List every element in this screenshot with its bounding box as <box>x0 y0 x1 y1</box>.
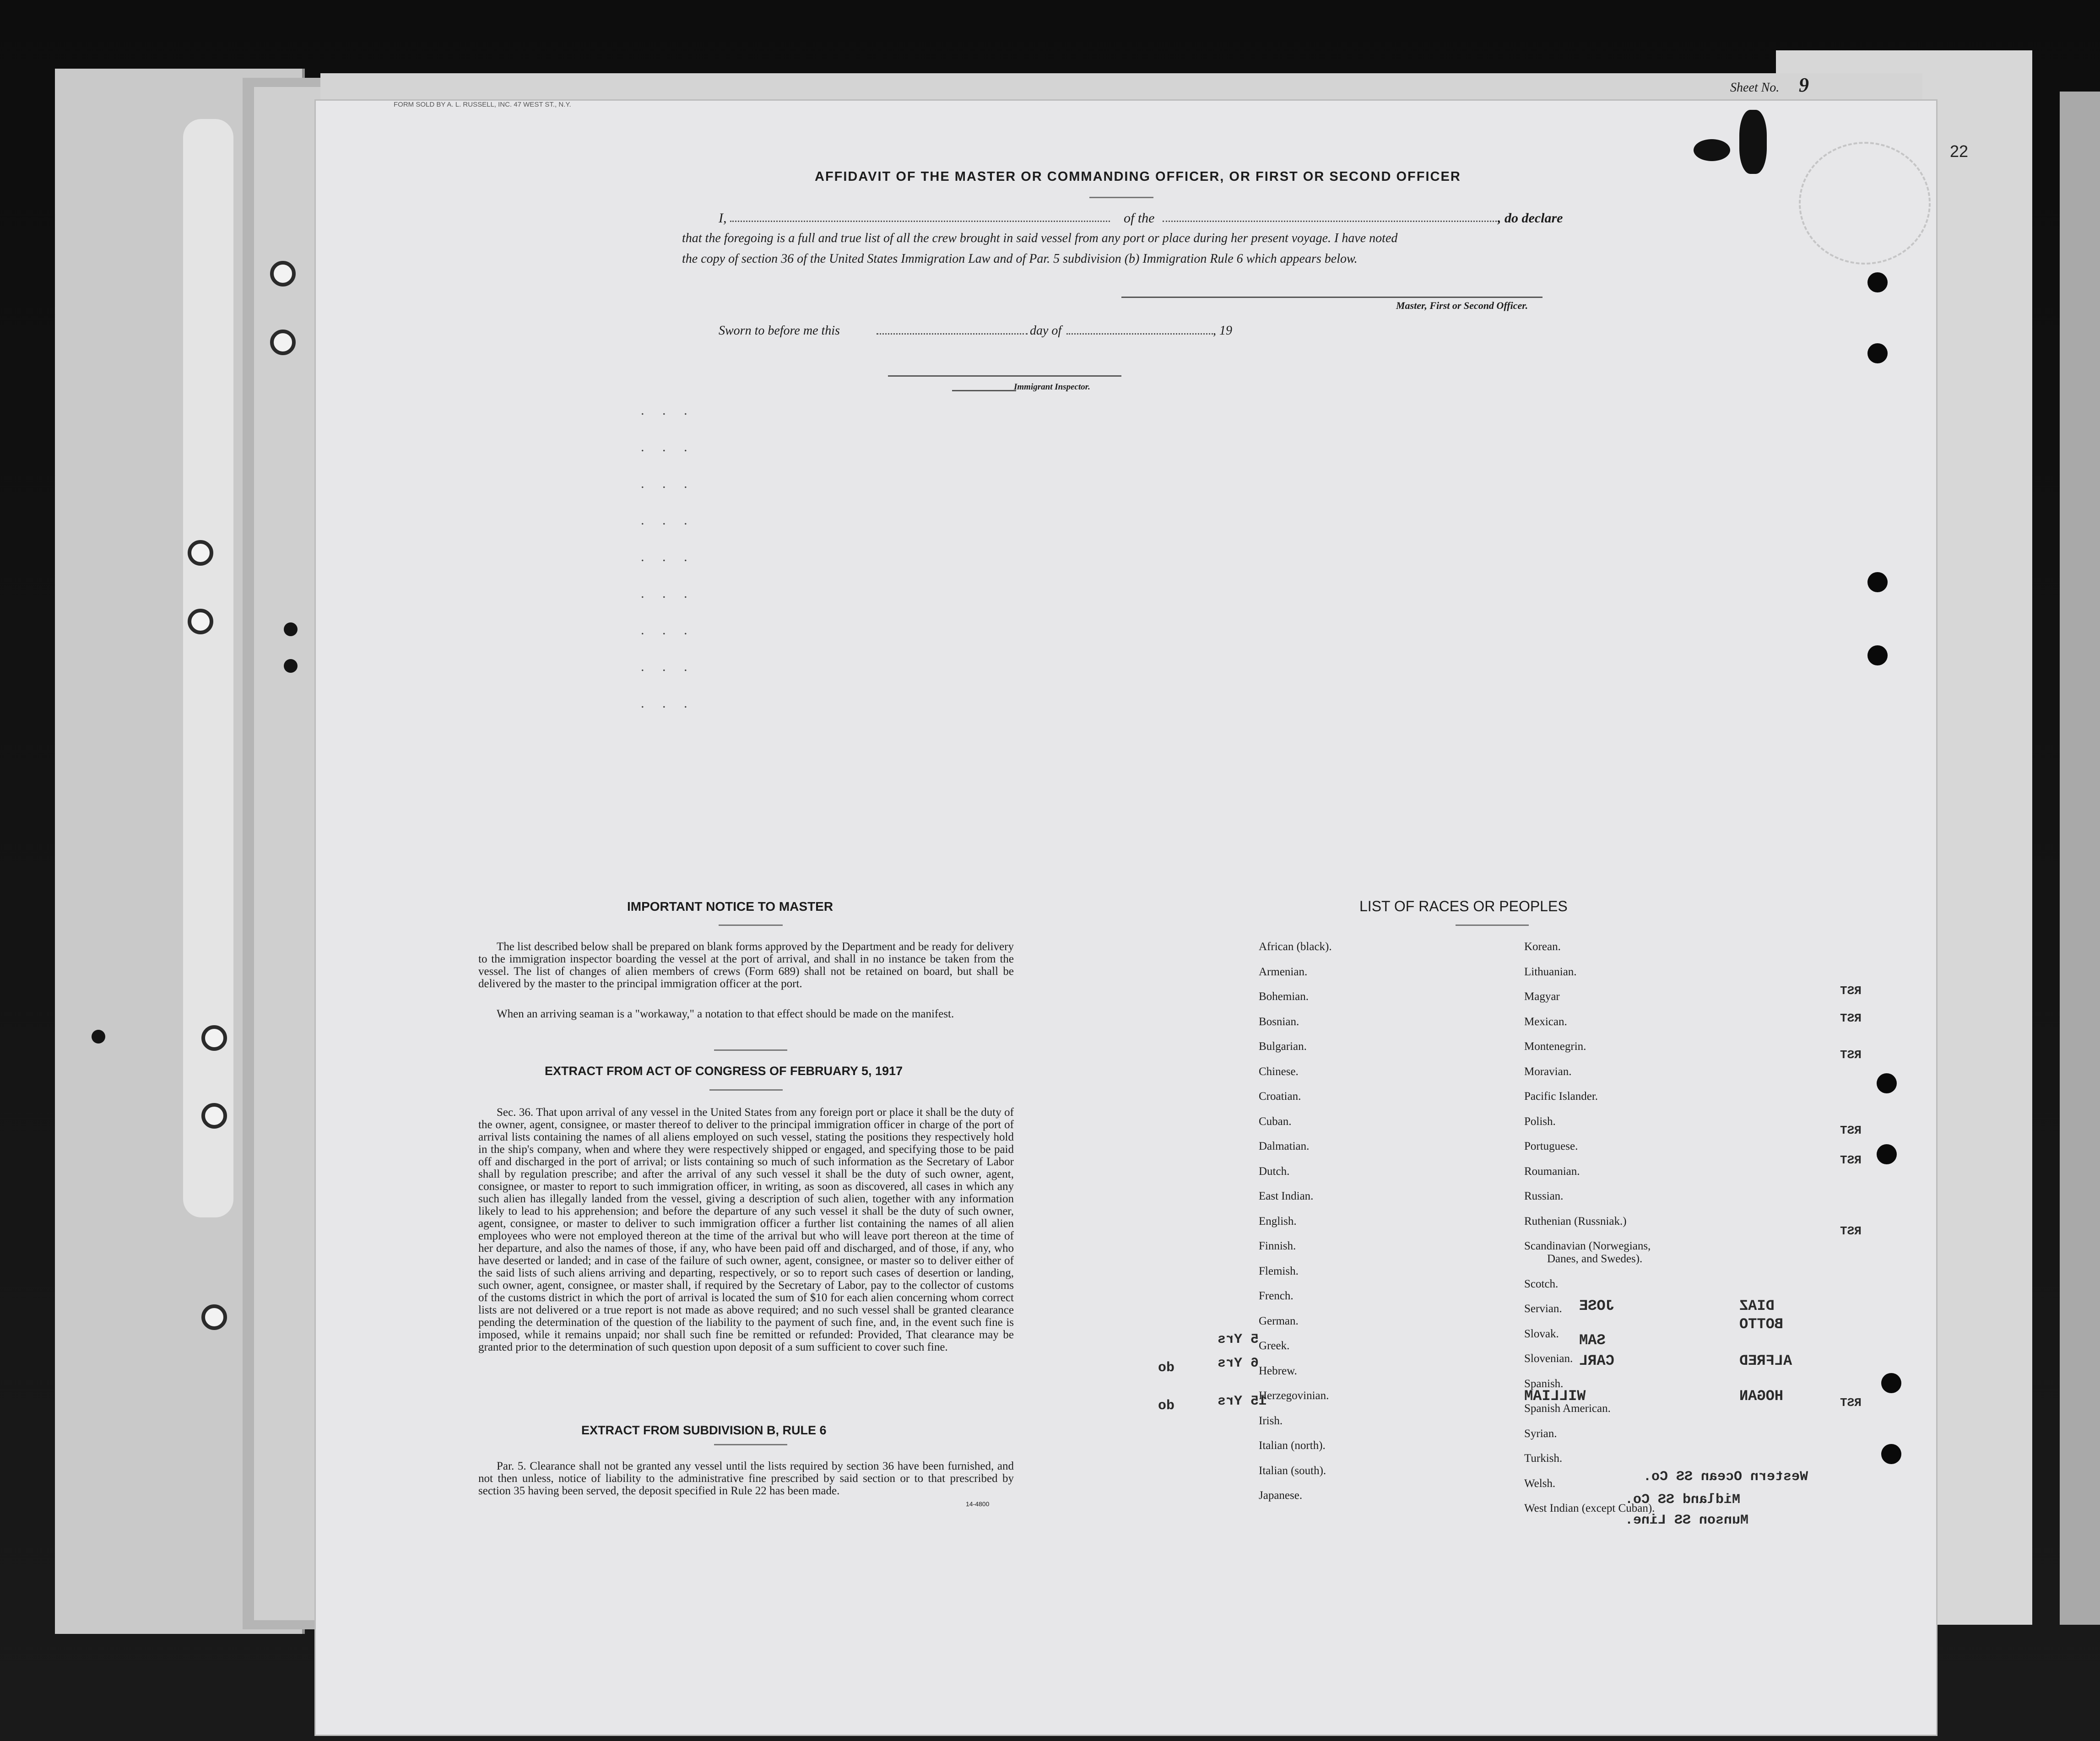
race-item: Greek. <box>1259 1340 1290 1352</box>
sheet-number-value: 9 <box>1799 74 1809 96</box>
ink-blot <box>1694 139 1730 161</box>
punch-hole <box>1867 272 1888 292</box>
ink-blot <box>1739 110 1767 174</box>
mirrored-text: RST <box>1840 1153 1862 1167</box>
mirrored-text: 6 Yrs <box>1218 1356 1259 1371</box>
race-item: Japanese. <box>1259 1489 1303 1502</box>
mirrored-text: 5 Yrs <box>1218 1332 1259 1347</box>
binder-hole <box>201 1103 227 1129</box>
section-body: That upon arrival of any vessel in the United States from any foreign port or place it shall be the duty of the owner, agent, consignee, or master thereof to deliver to the principal immigration officer in charge of the port of arrival lists containing the names of all aliens employed on such vessel, stating the positions they respectively hold in the ship's company, when and where they were respectively shipped or engaged, and specifying those to be paid off and discharged in the port of arrival; or lists containing so much of such information as the Secretary of Labor shall by regulation prescribe; and after the arrival of any such vessel it shall be the duty of such owner, agent, consignee, or master to report to such immigration officer, in writing, as soon as discovered, all cases in which any such alien has illegally landed from the vessel, giving a description of such alien, together with any information likely to lead to his apprehension; and before the departure of any such vessel it shall be the duty of such owner, agent, consignee, or master to deliver to such immigration officer a further list containing the names of all alien employees who were not employed thereon at the time of the arrival but who will leave port thereon at the time of her departure, and also the names of those, if any, who have been paid off and discharged, and of those, if any, who have deserted or landed; and in case of the failure of such owner, agent, consignee, or master so to deliver either of the said lists of such aliens arriving and departing, respectively, or so to report such cases of desertion or landing, such owner, agent, consignee, or master shall, if required by the Secretary of Labor, pay to the collector of customs of the customs district in which the port of arrival is located the sum of $10 for each alien concerning whom correct lists are not delivered or a true report is not made as above required; and no such vessel shall be granted clearance pending the determination of the question of the liability to the payment of such fine, and, in the event such fine is imposed, while it remains unpaid; nor shall such fine be remitted or refunded: Provided, That clearance may be granted prior to the determination of such question upon deposit of a sum sufficient to cover such fine. <box>478 1106 1014 1353</box>
name-blank <box>730 221 1110 222</box>
mirrored-text: ALFRED <box>1739 1352 1792 1369</box>
divider <box>709 1089 783 1091</box>
rule-paragraph: Par. 5. Clearance shall not be granted any vessel until the lists required by section 36 have been furnished, and not then unless, notice of liability to the administrative fine prescribed by said section or to that prescribed by section 35 having been served, the deposit specified in Rule 22 has been made. <box>478 1460 1014 1497</box>
punch-hole <box>1877 1144 1897 1164</box>
mirrored-text: Munson SS Line. <box>1625 1513 1749 1528</box>
race-item: German. <box>1259 1314 1299 1327</box>
sworn-day: day of <box>1030 324 1062 338</box>
faint-dots: . . . <box>641 659 695 674</box>
faint-dots: . . . <box>641 403 695 418</box>
race-item: Magyar <box>1524 990 1560 1003</box>
inspector-line-2 <box>952 390 1016 391</box>
faint-dots: . . . <box>641 696 695 711</box>
race-item: Slovak. <box>1524 1327 1559 1340</box>
race-item: Irish. <box>1259 1414 1283 1427</box>
sheet-number-label: Sheet No. <box>1730 81 1780 95</box>
vessel-blank <box>1163 221 1497 222</box>
affidavit-i: I, <box>719 211 727 226</box>
binder-hole <box>270 330 296 355</box>
binder-hole <box>284 622 298 636</box>
race-item: Italian (north). <box>1259 1439 1326 1452</box>
race-item: Moravian. <box>1524 1065 1572 1078</box>
month-blank <box>1066 333 1213 335</box>
binder-hole <box>284 659 298 673</box>
affidavit-of-the: of the <box>1124 211 1155 226</box>
races-title: LIST OF RACES OR PEOPLES <box>1359 898 1568 914</box>
race-item: Dutch. <box>1259 1165 1290 1178</box>
race-item: Bosnian. <box>1259 1015 1299 1028</box>
race-item: Herzegovinian. <box>1259 1390 1329 1402</box>
race-item: Montenegrin. <box>1524 1040 1586 1053</box>
race-item: Hebrew. <box>1259 1364 1297 1377</box>
mirrored-text: DIAZ <box>1739 1298 1775 1314</box>
faint-dots: . . . <box>641 549 695 564</box>
race-item: Cuban. <box>1259 1115 1292 1128</box>
race-item: Flemish. <box>1259 1265 1299 1277</box>
race-item: Finnish. <box>1259 1240 1296 1252</box>
notice-paragraph-2: When an arriving seaman is a "workaway," a notation to that effect should be made on the manifest. <box>497 1008 954 1020</box>
race-item: Slovenian. <box>1524 1352 1573 1365</box>
document-page <box>316 74 1936 1735</box>
sworn-prefix: Sworn to before me this <box>719 324 840 338</box>
inspector-line <box>888 375 1121 377</box>
mirrored-text: RST <box>1840 1124 1862 1137</box>
binder-hole <box>188 609 213 634</box>
race-item: French. <box>1259 1290 1294 1302</box>
race-item: Italian (south). <box>1259 1464 1326 1477</box>
divider <box>714 1444 787 1445</box>
race-item: Scandinavian (Norwegians, <box>1524 1240 1651 1252</box>
extract-rule-title: EXTRACT FROM SUBDIVISION B, RULE 6 <box>581 1423 827 1437</box>
form-number: 14-4800 <box>966 1500 990 1508</box>
mirrored-text: do <box>1158 1398 1175 1414</box>
affidavit-title: AFFIDAVIT OF THE MASTER OR COMMANDING OFFICER, OR FIRST OR SECOND OFFICER <box>815 169 1461 184</box>
race-item: Welsh. <box>1524 1477 1556 1490</box>
page-edge-number: 22 <box>1950 142 1969 161</box>
binder-hole <box>270 261 296 287</box>
mirrored-text: RST <box>1840 1011 1862 1025</box>
inspector-label: Immigrant Inspector. <box>1014 382 1090 392</box>
mirrored-text: WILLIAM <box>1524 1388 1586 1405</box>
section-label: Sec. 36. <box>497 1106 534 1119</box>
punch-hole <box>1877 1073 1897 1093</box>
race-item: Scotch. <box>1524 1277 1559 1290</box>
paper-strip <box>183 119 233 1217</box>
punch-hole <box>1881 1373 1901 1393</box>
binder-hole <box>201 1025 227 1051</box>
race-item: Syrian. <box>1524 1427 1557 1440</box>
race-item: Servian. <box>1524 1303 1562 1315</box>
divider <box>714 1049 787 1051</box>
mirrored-text: RST <box>1840 984 1862 998</box>
race-item: Portuguese. <box>1524 1140 1578 1152</box>
punch-hole <box>1867 343 1888 363</box>
race-item: Ruthenian (Russniak.) <box>1524 1215 1627 1227</box>
faint-dots: . . . <box>641 513 695 528</box>
mirrored-text: RST <box>1840 1224 1862 1238</box>
mirrored-text: do <box>1158 1360 1175 1376</box>
race-item: English. <box>1259 1215 1297 1227</box>
mirrored-text: JOSE <box>1579 1298 1614 1314</box>
race-item: West Indian (except Cuban). <box>1524 1502 1655 1514</box>
master-signature-label: Master, First or Second Officer. <box>1396 300 1528 311</box>
divider <box>719 925 783 926</box>
race-item: Bulgarian. <box>1259 1040 1307 1053</box>
race-item: Spanish. <box>1524 1377 1564 1390</box>
mirrored-text: BOTTO <box>1739 1316 1784 1333</box>
mirrored-text: CARL <box>1579 1352 1614 1369</box>
race-item: Lithuanian. <box>1524 965 1577 978</box>
mirrored-text: Midland SS Co. <box>1625 1492 1741 1508</box>
race-item: Croatian. <box>1259 1090 1301 1103</box>
notice-paragraph-1: The list described below shall be prepared on blank forms approved by the Department and be ready for delivery to the immigration inspector boarding the vessel at the port of arrival, and shall in no instance be taken from the vessel. The list of changes of alien members of crews (Form 689) shall not be retained on board, but shall be delivered by the master to the principal immigration officer at the port. <box>478 941 1014 990</box>
printer-line: FORM SOLD BY A. L. RUSSELL, INC. 47 WEST ST., N.Y. <box>394 101 571 108</box>
binder-hole <box>92 1030 105 1044</box>
punch-hole <box>1867 572 1888 592</box>
affidavit-line-3: the copy of section 36 of the United States Immigration Law and of Par. 5 subdivision (b) Immigration Rule 6 which appears below. <box>682 252 1358 266</box>
punch-hole <box>1867 645 1888 665</box>
section-36-text <box>478 1106 1014 1353</box>
binder-hole <box>201 1304 227 1330</box>
faint-seal-stamp <box>1799 142 1931 265</box>
race-item: Armenian. <box>1259 965 1308 978</box>
race-item: Dalmatian. <box>1259 1140 1310 1152</box>
race-item: Chinese. <box>1259 1065 1299 1078</box>
race-item: Polish. <box>1524 1115 1556 1128</box>
sworn-year: , 19 <box>1213 324 1232 338</box>
affidavit-line-2: that the foregoing is a full and true list of all the crew brought in said vessel from any port or place during her present voyage. I have noted <box>682 231 1398 245</box>
mirrored-text: Western Ocean SS Co. <box>1643 1469 1808 1485</box>
faint-dots: . . . <box>641 622 695 638</box>
binder-hole <box>188 540 213 566</box>
day-blank <box>877 333 1028 335</box>
background-page-right-edge <box>2060 92 2100 1625</box>
mirrored-text: SAM <box>1579 1332 1606 1349</box>
race-item: Roumanian. <box>1524 1165 1580 1178</box>
mirrored-text: 15 Yrs <box>1218 1394 1267 1409</box>
mirrored-text: RST <box>1840 1396 1862 1410</box>
notice-title: IMPORTANT NOTICE TO MASTER <box>627 899 834 914</box>
race-item: African (black). <box>1259 941 1332 953</box>
faint-dots: . . . <box>641 439 695 454</box>
race-item: Korean. <box>1524 941 1561 953</box>
race-item: Mexican. <box>1524 1015 1567 1028</box>
faint-dots: . . . <box>641 586 695 601</box>
mirrored-text: RST <box>1840 1048 1862 1062</box>
extract-act-title: EXTRACT FROM ACT OF CONGRESS OF FEBRUARY 5, 1917 <box>545 1064 903 1078</box>
race-item: Russian. <box>1524 1190 1564 1202</box>
race-item: East Indian. <box>1259 1190 1314 1202</box>
race-item: Spanish American. <box>1524 1402 1611 1415</box>
divider <box>1456 925 1529 926</box>
faint-dots: . . . <box>641 476 695 491</box>
race-item: Bohemian. <box>1259 990 1309 1003</box>
signature-line <box>1121 297 1543 298</box>
mirrored-text: HOGAN <box>1739 1388 1784 1405</box>
divider <box>1089 197 1153 198</box>
punch-hole <box>1881 1444 1901 1464</box>
race-item: Turkish. <box>1524 1452 1563 1465</box>
race-item: Danes, and Swedes). <box>1547 1253 1643 1265</box>
race-item: Pacific Islander. <box>1524 1090 1598 1103</box>
affidavit-declare: , do declare <box>1498 211 1563 226</box>
